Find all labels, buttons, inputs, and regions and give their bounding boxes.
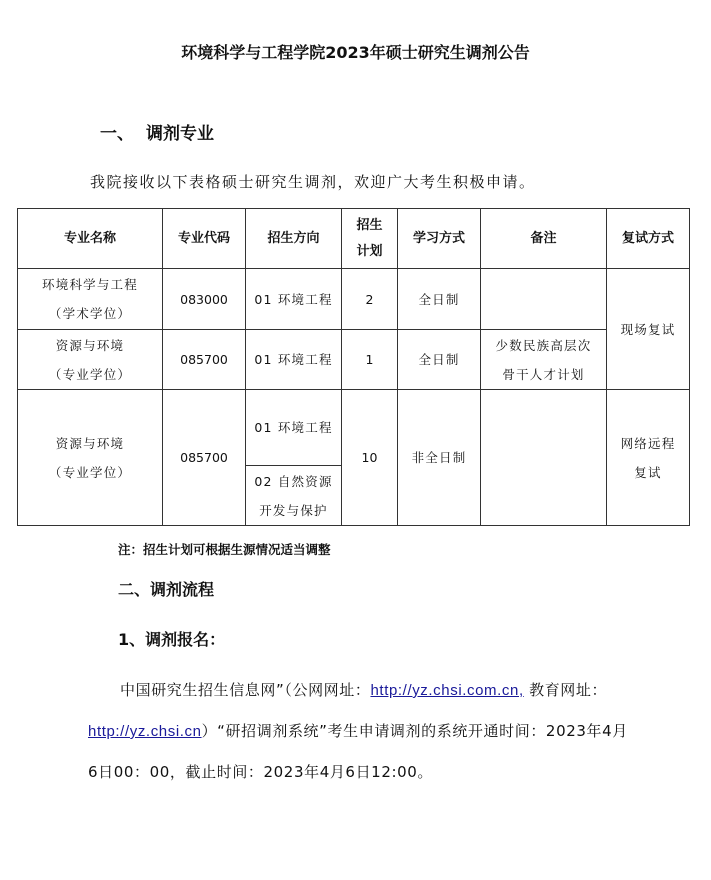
study-mode-cell: 非全日制	[398, 390, 481, 526]
direction-cell: 01 环境工程	[246, 390, 342, 466]
plan-cell: 10	[342, 390, 398, 526]
retest-mode-cell: 网络远程 复试	[607, 390, 690, 526]
header-plan: 招生 计划	[342, 209, 398, 269]
subsection-heading: 1、调剂报名：	[118, 630, 226, 649]
section-title: 调剂专业	[146, 124, 214, 144]
header-major-code: 专业代码	[163, 209, 246, 269]
program-table	[17, 208, 690, 526]
study-mode-cell: 全日制	[398, 269, 481, 330]
table-row	[18, 390, 690, 466]
direction-cell: 01 环境工程	[246, 330, 342, 390]
direction-cell: 02 自然资源 开发与保护	[246, 466, 342, 526]
edu-url-link[interactable]: http://yz.chsi.cn	[88, 723, 202, 740]
section-number: 一、	[100, 124, 134, 144]
header-major-name: 专业名称	[18, 209, 163, 269]
major-name-cell: 环境科学与工程 （学术学位）	[18, 269, 163, 330]
header-direction: 招生方向	[246, 209, 342, 269]
intro-paragraph: 我院接收以下表格硕士研究生调剂，欢迎广大考生积极申请。	[90, 173, 536, 191]
header-study-mode: 学习方式	[398, 209, 481, 269]
header-remarks: 备注	[481, 209, 607, 269]
para-text-2: 教育网址：	[529, 681, 608, 699]
remarks-cell: 少数民族高层次 骨干人才计划	[481, 330, 607, 390]
major-code-cell: 085700	[163, 330, 246, 390]
section-heading-2: 二、调剂流程	[118, 580, 215, 599]
study-mode-cell: 全日制	[398, 330, 481, 390]
remarks-cell	[481, 390, 607, 526]
registration-paragraph	[88, 670, 633, 793]
direction-cell: 01 环境工程	[246, 269, 342, 330]
para-text-1: 中国研究生招生信息网”（公网网址：	[120, 681, 371, 699]
page-title: 环境科学与工程学院2023年硕士研究生调剂公告	[181, 43, 530, 62]
plan-cell: 2	[342, 269, 398, 330]
table-row	[18, 330, 690, 390]
public-url-link[interactable]: http://yz.chsi.com.cn,	[370, 682, 524, 699]
header-retest-mode: 复试方式	[607, 209, 690, 269]
table-header-row	[18, 209, 690, 269]
para-text-3: ）“研招调剂系统”考生申请调剂的系统开通时间：2023年4月6日00：00，截止时间：2023年4月6日12:00。	[88, 722, 628, 781]
section-heading-1	[100, 119, 214, 144]
table-note: 注：招生计划可根据生源情况适当调整	[118, 542, 331, 557]
major-name-cell: 资源与环境 （专业学位）	[18, 390, 163, 526]
plan-cell: 1	[342, 330, 398, 390]
retest-mode-cell: 现场复试	[607, 269, 690, 390]
major-name-cell: 资源与环境 （专业学位）	[18, 330, 163, 390]
major-code-cell: 083000	[163, 269, 246, 330]
remarks-cell	[481, 269, 607, 330]
table-row	[18, 269, 690, 330]
major-code-cell: 085700	[163, 390, 246, 526]
